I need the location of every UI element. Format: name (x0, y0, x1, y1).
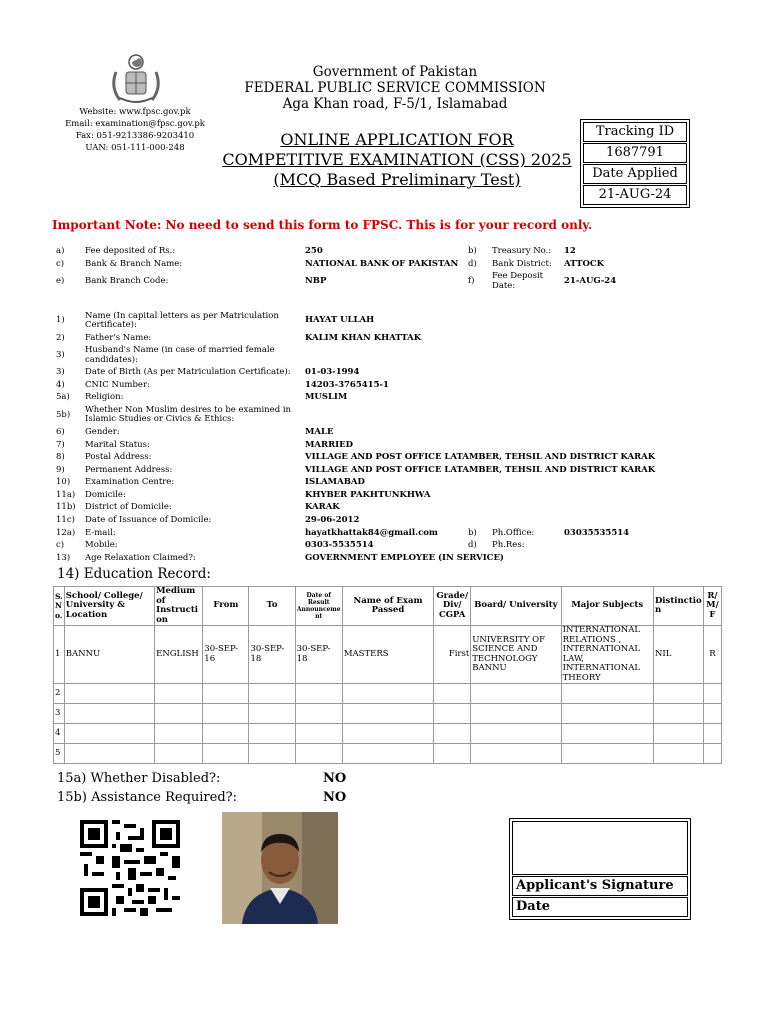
assistance-value: NO (323, 790, 347, 805)
gov-line: Aga Khan road, F-5/1, Islamabad (282, 96, 508, 112)
fax-text: Fax: 051-9213386-9203410 (75, 131, 195, 141)
item-label: Ph.Res: (492, 540, 525, 551)
cell: UNIVERSITY OF SCIENCE AND TECHNOLOGY BANNU (471, 626, 561, 684)
item-label: Bank & Branch Name: (85, 258, 183, 269)
item-no: 6) (56, 426, 65, 437)
cell: 2 (54, 684, 65, 704)
item-no: 11a) (56, 489, 76, 500)
item-label: Age Relaxation Claimed?: (85, 552, 196, 563)
item-label: Date of Issuance of Domicile: (85, 515, 212, 526)
item-no: 8) (56, 452, 65, 463)
item-label: Permanent Address: (85, 464, 173, 475)
personal-details-table (56, 310, 676, 565)
website-text: Website: www.fpsc.gov.pk (79, 107, 191, 117)
item-no: 4) (56, 379, 65, 390)
cell (342, 724, 433, 744)
cell (471, 704, 561, 724)
detail-row (56, 489, 676, 502)
fee-table (56, 244, 716, 292)
item-value: VILLAGE AND POST OFFICE LATAMBER, TEHSIL AND DISTRICT KARAK (305, 452, 656, 463)
detail-row (56, 332, 676, 345)
col-header: School/ College/ University & Location (64, 587, 154, 626)
item-no: 11c) (56, 515, 75, 526)
detail-row (56, 345, 676, 367)
signature-box (509, 818, 691, 920)
important-note: Important Note: No need to send this form to FPSC. This is for your record only. (52, 218, 593, 232)
item-label: Husband's Name (in case of married female candidates): (85, 345, 275, 365)
cell (295, 684, 342, 704)
item-value: HAYAT ULLAH (305, 315, 375, 326)
detail-row (56, 367, 676, 380)
detail-row (56, 426, 676, 439)
fee-row (56, 270, 716, 292)
col-header: To (249, 587, 295, 626)
item-label: Date of Birth (As per Matriculation Certificate): (85, 367, 291, 378)
table-row (54, 724, 722, 744)
cell (155, 684, 203, 704)
item-label: Treasury No.: (492, 245, 552, 256)
detail-row (56, 310, 676, 332)
item-no: 13) (56, 552, 71, 563)
item-value: 14203-3765415-1 (305, 379, 389, 390)
cell (703, 724, 721, 744)
pakistan-emblem-icon (106, 52, 166, 106)
cell (64, 704, 154, 724)
item-value (305, 345, 676, 367)
cell (471, 684, 561, 704)
gov-line: Government of Pakistan (312, 64, 478, 80)
cell: 1 (54, 626, 65, 684)
item-value: MUSLIM (305, 392, 348, 403)
cell (155, 744, 203, 764)
table-row (54, 626, 722, 684)
item-label: Name (In capital letters as per Matriculation Certificate): (85, 310, 279, 330)
item-value (564, 540, 676, 553)
item-no: 7) (56, 439, 65, 450)
cell: 3 (54, 704, 65, 724)
cell (653, 724, 703, 744)
cell: R (703, 626, 721, 684)
cell (471, 744, 561, 764)
applicant-photo (222, 812, 338, 924)
detail-row (56, 452, 676, 465)
detail-row (56, 552, 676, 565)
tracking-label: Tracking ID (583, 122, 687, 142)
item-label: E-mail: (85, 527, 116, 538)
item-label: Fee deposited of Rs.: (85, 245, 176, 256)
cell: ENGLISH (155, 626, 203, 684)
cell (561, 684, 653, 704)
item-value: KARAK (305, 502, 340, 513)
cell (64, 744, 154, 764)
cell (64, 724, 154, 744)
cell (703, 704, 721, 724)
item-value: 29-06-2012 (305, 515, 360, 526)
education-header-row (54, 587, 722, 626)
col-header: Date of Result Announceme nt (295, 587, 342, 626)
item-no: 11b) (56, 502, 76, 513)
item-label: Examination Centre: (85, 477, 175, 488)
table-row (54, 744, 722, 764)
cell: 30-SEP-16 (203, 626, 249, 684)
item-no: 12a) (56, 527, 76, 538)
item-no: 10) (56, 477, 71, 488)
cell (561, 744, 653, 764)
cell (64, 684, 154, 704)
cell: 30-SEP-18 (295, 626, 342, 684)
item-value: MALE (305, 426, 334, 437)
item-no: 5a) (56, 392, 70, 403)
cell: NIL (653, 626, 703, 684)
col-header: S. N o. (54, 587, 65, 626)
cell (653, 684, 703, 704)
cell: INTERNATIONAL RELATIONS , INTERNATIONAL LAW, INTERNATIONAL THEORY (561, 626, 653, 684)
item-no: 1) (56, 315, 65, 326)
contact-row (56, 540, 676, 553)
tracking-id: 1687791 (583, 143, 687, 163)
item-value: 12 (564, 245, 576, 256)
contact-info (40, 106, 230, 154)
detail-row (56, 379, 676, 392)
uan-text: UAN: 051-111-000-248 (85, 143, 185, 153)
item-value: 0303-5535514 (305, 540, 374, 551)
cell (434, 724, 471, 744)
item-value: ISLAMABAD (305, 477, 365, 488)
item-no: e) (56, 276, 65, 286)
disabled-row (57, 771, 346, 786)
col-header: From (203, 587, 249, 626)
tracking-box (580, 119, 690, 208)
item-value: hayatkhattak84@gmail.com (305, 527, 438, 538)
cell (155, 724, 203, 744)
item-value: KALIM KHAN KHATTAK (305, 332, 422, 343)
detail-row (56, 477, 676, 490)
cell (653, 704, 703, 724)
item-value: NATIONAL BANK OF PAKISTAN (305, 258, 459, 269)
cell (434, 704, 471, 724)
item-label: Mobile: (85, 540, 118, 551)
item-no: b) (468, 527, 477, 538)
cell (249, 724, 295, 744)
item-label: Gender: (85, 426, 120, 437)
title-line: COMPETITIVE EXAMINATION (CSS) 2025 (222, 150, 572, 169)
col-header: Grade/ Div/ CGPA (434, 587, 471, 626)
cell (295, 704, 342, 724)
cell (342, 744, 433, 764)
cell (561, 724, 653, 744)
detail-row (56, 392, 676, 405)
table-row (54, 704, 722, 724)
cell (561, 704, 653, 724)
item-label: Marital Status: (85, 439, 150, 450)
item-value: GOVERNMENT EMPLOYEE (IN SERVICE) (305, 552, 504, 563)
item-value: ATTOCK (564, 258, 605, 269)
detail-row (56, 439, 676, 452)
cell (203, 684, 249, 704)
cell (703, 744, 721, 764)
item-label: Whether Non Muslim desires to be examined in Islamic Studies or Civics & Ethics: (85, 404, 292, 425)
signature-area (512, 821, 688, 875)
item-no: 3) (56, 367, 65, 378)
cell (342, 684, 433, 704)
government-heading (230, 64, 560, 112)
item-value: 250 (305, 245, 323, 256)
cell (703, 684, 721, 704)
signature-label: Applicant's Signature (512, 876, 688, 896)
item-label: District of Domicile: (85, 502, 172, 513)
item-value (305, 404, 676, 426)
item-no: d) (468, 258, 477, 269)
title-line: (MCQ Based Preliminary Test) (273, 170, 521, 189)
cell (249, 704, 295, 724)
cell (249, 684, 295, 704)
cell (295, 724, 342, 744)
email-text: Email: examination@fpsc.gov.pk (65, 119, 205, 129)
fee-row (56, 244, 716, 257)
cell (434, 684, 471, 704)
cell: 30-SEP-18 (249, 626, 295, 684)
item-no: d) (468, 540, 477, 551)
cell: First (434, 626, 471, 684)
assistance-row (57, 790, 346, 805)
item-value: MARRIED (305, 439, 353, 450)
disabled-label: 15a) Whether Disabled?: (57, 771, 221, 786)
contact-row (56, 527, 676, 540)
item-value: KHYBER PAKHTUNKHWA (305, 489, 431, 500)
cell: BANNU (64, 626, 154, 684)
cell (155, 704, 203, 724)
item-no: a) (56, 245, 65, 256)
item-value: 01-03-1994 (305, 367, 360, 378)
gov-line: FEDERAL PUBLIC SERVICE COMMISSION (244, 80, 546, 96)
cell (471, 724, 561, 744)
date-applied-label: Date Applied (583, 164, 687, 184)
col-header: R/ M/ F (703, 587, 721, 626)
cell (203, 724, 249, 744)
col-header: Distinctio n (653, 587, 703, 626)
cell (249, 744, 295, 764)
item-value: VILLAGE AND POST OFFICE LATAMBER, TEHSIL AND DISTRICT KARAK (305, 464, 656, 475)
item-value: NBP (305, 276, 327, 286)
item-no: 5b) (56, 409, 71, 420)
education-title: 14) Education Record: (57, 566, 211, 582)
cell: 4 (54, 724, 65, 744)
qr-code-icon (80, 820, 180, 916)
item-no: b) (468, 245, 477, 256)
item-label: Bank Branch Code: (85, 276, 169, 286)
cell (434, 744, 471, 764)
col-header: Medium of Instructi on (155, 587, 203, 626)
cell (203, 704, 249, 724)
table-row (54, 684, 722, 704)
col-header: Name of Exam Passed (342, 587, 433, 626)
title-line: ONLINE APPLICATION FOR (280, 130, 514, 149)
fee-row (56, 257, 716, 270)
item-label: Domicile: (85, 489, 126, 500)
education-table (53, 586, 722, 764)
cell: 5 (54, 744, 65, 764)
cell: MASTERS (342, 626, 433, 684)
item-no: f) (468, 276, 475, 286)
form-title (212, 130, 582, 190)
cell (203, 744, 249, 764)
item-value: 03035535514 (564, 527, 630, 538)
item-value: 21-AUG-24 (564, 276, 617, 286)
date-label: Date (512, 897, 688, 917)
item-label: Bank District: (492, 258, 552, 269)
item-label: Father's Name: (85, 332, 152, 343)
detail-row (56, 515, 676, 528)
disabled-value: NO (323, 771, 347, 786)
item-label: Ph.Office: (492, 527, 535, 538)
assistance-label: 15b) Assistance Required?: (57, 790, 237, 805)
item-no: 9) (56, 464, 65, 475)
item-label: Fee Deposit Date: (492, 271, 544, 291)
col-header: Board/ University (471, 587, 561, 626)
item-no: 2) (56, 332, 65, 343)
item-no: 3) (56, 349, 65, 360)
col-header: Major Subjects (561, 587, 653, 626)
detail-row (56, 404, 676, 426)
cell (295, 744, 342, 764)
item-no: c) (56, 258, 65, 269)
cell (342, 704, 433, 724)
cell (653, 744, 703, 764)
detail-row (56, 464, 676, 477)
item-label: CNIC Number: (85, 379, 150, 390)
item-label: Postal Address: (85, 452, 152, 463)
item-no: c) (56, 540, 65, 551)
item-label: Religion: (85, 392, 124, 403)
detail-row (56, 502, 676, 515)
date-applied: 21-AUG-24 (583, 185, 687, 205)
